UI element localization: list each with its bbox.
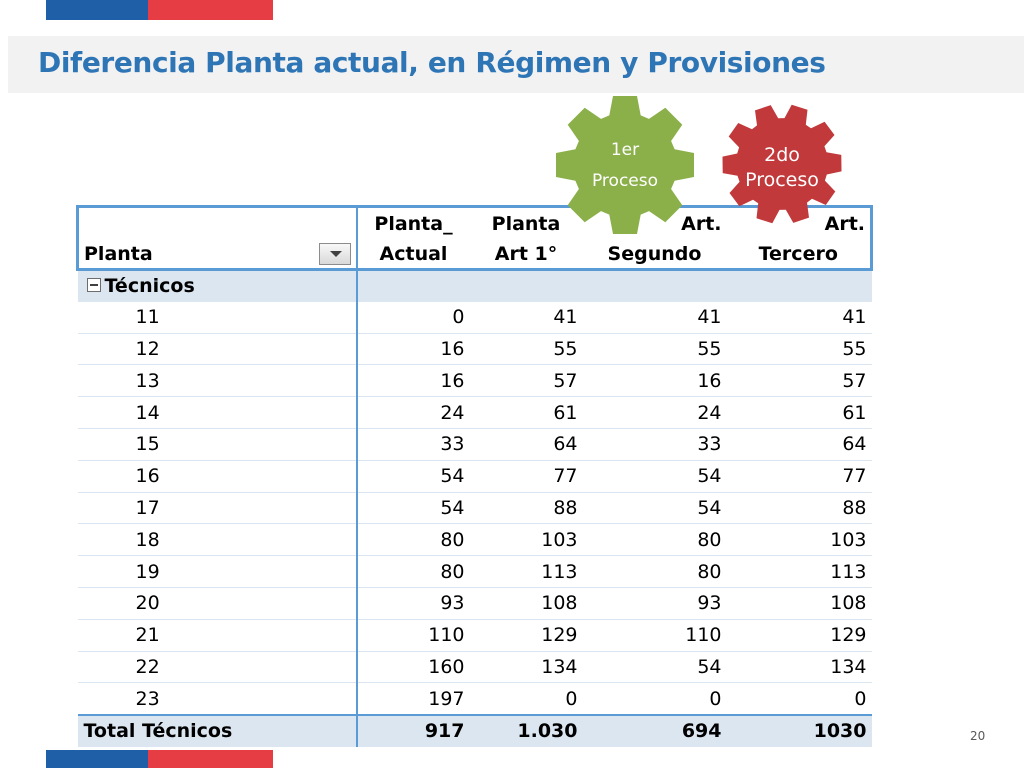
cell-actual: 24 [357, 397, 470, 429]
cell-art1: 134 [470, 651, 583, 683]
cell-art1: 88 [470, 492, 583, 524]
cell-tercero: 0 [727, 683, 872, 715]
header-art-tercero-line2: Tercero [758, 243, 838, 265]
cell-art1: 113 [470, 556, 583, 588]
pivot-table [76, 205, 873, 747]
cell-tercero: 41 [727, 301, 872, 333]
cell-planta: 20 [78, 587, 357, 619]
cell-actual: 16 [357, 333, 470, 365]
gear-2-line1: 2do [764, 144, 800, 166]
header-art-segundo-line1: Art. [681, 213, 722, 235]
cell-art1: 64 [470, 428, 583, 460]
table-row [78, 619, 872, 651]
group-row-tecnicos [78, 270, 872, 302]
cell-art1: 108 [470, 587, 583, 619]
cell-tercero: 88 [727, 492, 872, 524]
cell-segundo: 0 [583, 683, 727, 715]
filter-dropdown-button[interactable] [319, 243, 351, 265]
cell-planta: 22 [78, 651, 357, 683]
cell-planta: 18 [78, 524, 357, 556]
cell-art1: 41 [470, 301, 583, 333]
total-art1: 1.030 [470, 715, 583, 747]
total-label: Total Técnicos [78, 715, 357, 747]
cell-art1: 129 [470, 619, 583, 651]
cell-actual: 93 [357, 587, 470, 619]
table-row [78, 301, 872, 333]
cell-art1: 77 [470, 460, 583, 492]
table-row [78, 587, 872, 619]
flag-stripe-blue-bottom [46, 750, 148, 768]
table-row [78, 365, 872, 397]
table-row [78, 651, 872, 683]
page-number: 20 [970, 729, 986, 743]
cell-actual: 160 [357, 651, 470, 683]
flag-stripe-blue-top [46, 0, 148, 20]
table-row [78, 333, 872, 365]
gear-1-label [585, 135, 665, 197]
header-planta-label: Planta [84, 243, 153, 265]
cell-art1: 0 [470, 683, 583, 715]
flag-stripe-red-bottom [148, 750, 273, 768]
cell-tercero: 108 [727, 587, 872, 619]
table-row [78, 556, 872, 588]
cell-segundo: 33 [583, 428, 727, 460]
collapse-toggle-icon[interactable] [87, 278, 101, 292]
cell-tercero: 77 [727, 460, 872, 492]
gear-1-line1: 1er [610, 140, 640, 160]
cell-segundo: 24 [583, 397, 727, 429]
header-cell-planta-top [78, 207, 357, 239]
cell-segundo: 80 [583, 556, 727, 588]
total-row [78, 715, 872, 747]
cell-segundo: 110 [583, 619, 727, 651]
cell-tercero: 55 [727, 333, 872, 365]
flag-stripe-red-top [148, 0, 273, 20]
cell-planta: 12 [78, 333, 357, 365]
cell-segundo: 16 [583, 365, 727, 397]
table-row [78, 428, 872, 460]
total-actual: 917 [357, 715, 470, 747]
cell-segundo: 54 [583, 492, 727, 524]
cell-art1: 61 [470, 397, 583, 429]
cell-tercero: 113 [727, 556, 872, 588]
cell-planta: 17 [78, 492, 357, 524]
cell-planta: 21 [78, 619, 357, 651]
cell-actual: 80 [357, 556, 470, 588]
slide-title: Diferencia Planta actual, en Régimen y Provisiones [38, 46, 826, 79]
cell-segundo: 55 [583, 333, 727, 365]
gear-2-line2: Proceso [745, 169, 819, 191]
cell-segundo: 41 [583, 301, 727, 333]
header-art-tercero-line1: Art. [824, 213, 865, 235]
cell-tercero: 61 [727, 397, 872, 429]
cell-planta: 23 [78, 683, 357, 715]
cell-planta: 11 [78, 301, 357, 333]
header-art-segundo-line2: Segundo [607, 243, 702, 265]
gear-2-label [742, 143, 822, 193]
group-cell [78, 270, 357, 302]
cell-segundo: 54 [583, 651, 727, 683]
group-label: Técnicos [104, 274, 195, 297]
cell-actual: 0 [357, 301, 470, 333]
cell-art1: 57 [470, 365, 583, 397]
cell-segundo: 93 [583, 587, 727, 619]
header-planta-actual-line2: Actual [379, 243, 448, 265]
cell-planta: 16 [78, 460, 357, 492]
cell-planta: 15 [78, 428, 357, 460]
header-planta-actual-line1: Planta_ [374, 213, 453, 235]
cell-tercero: 129 [727, 619, 872, 651]
cell-actual: 110 [357, 619, 470, 651]
cell-planta: 19 [78, 556, 357, 588]
cell-art1: 55 [470, 333, 583, 365]
cell-actual: 197 [357, 683, 470, 715]
cell-art1: 103 [470, 524, 583, 556]
total-segundo: 694 [583, 715, 727, 747]
total-tercero: 1030 [727, 715, 872, 747]
table-row [78, 492, 872, 524]
cell-actual: 16 [357, 365, 470, 397]
cell-tercero: 57 [727, 365, 872, 397]
header-planta [78, 238, 357, 270]
cell-actual: 54 [357, 492, 470, 524]
header-planta-art1-line2: Art 1° [494, 243, 558, 265]
cell-actual: 54 [357, 460, 470, 492]
cell-planta: 14 [78, 397, 357, 429]
cell-tercero: 134 [727, 651, 872, 683]
cell-segundo: 80 [583, 524, 727, 556]
cell-actual: 80 [357, 524, 470, 556]
header-planta-art1-line1: Planta [491, 213, 561, 235]
table-row [78, 397, 872, 429]
table-row [78, 524, 872, 556]
cell-segundo: 54 [583, 460, 727, 492]
cell-tercero: 64 [727, 428, 872, 460]
table-row [78, 460, 872, 492]
gear-1-line2: Proceso [591, 171, 659, 191]
cell-tercero: 103 [727, 524, 872, 556]
cell-planta: 13 [78, 365, 357, 397]
cell-actual: 33 [357, 428, 470, 460]
table-row [78, 683, 872, 715]
table-body [78, 270, 872, 747]
